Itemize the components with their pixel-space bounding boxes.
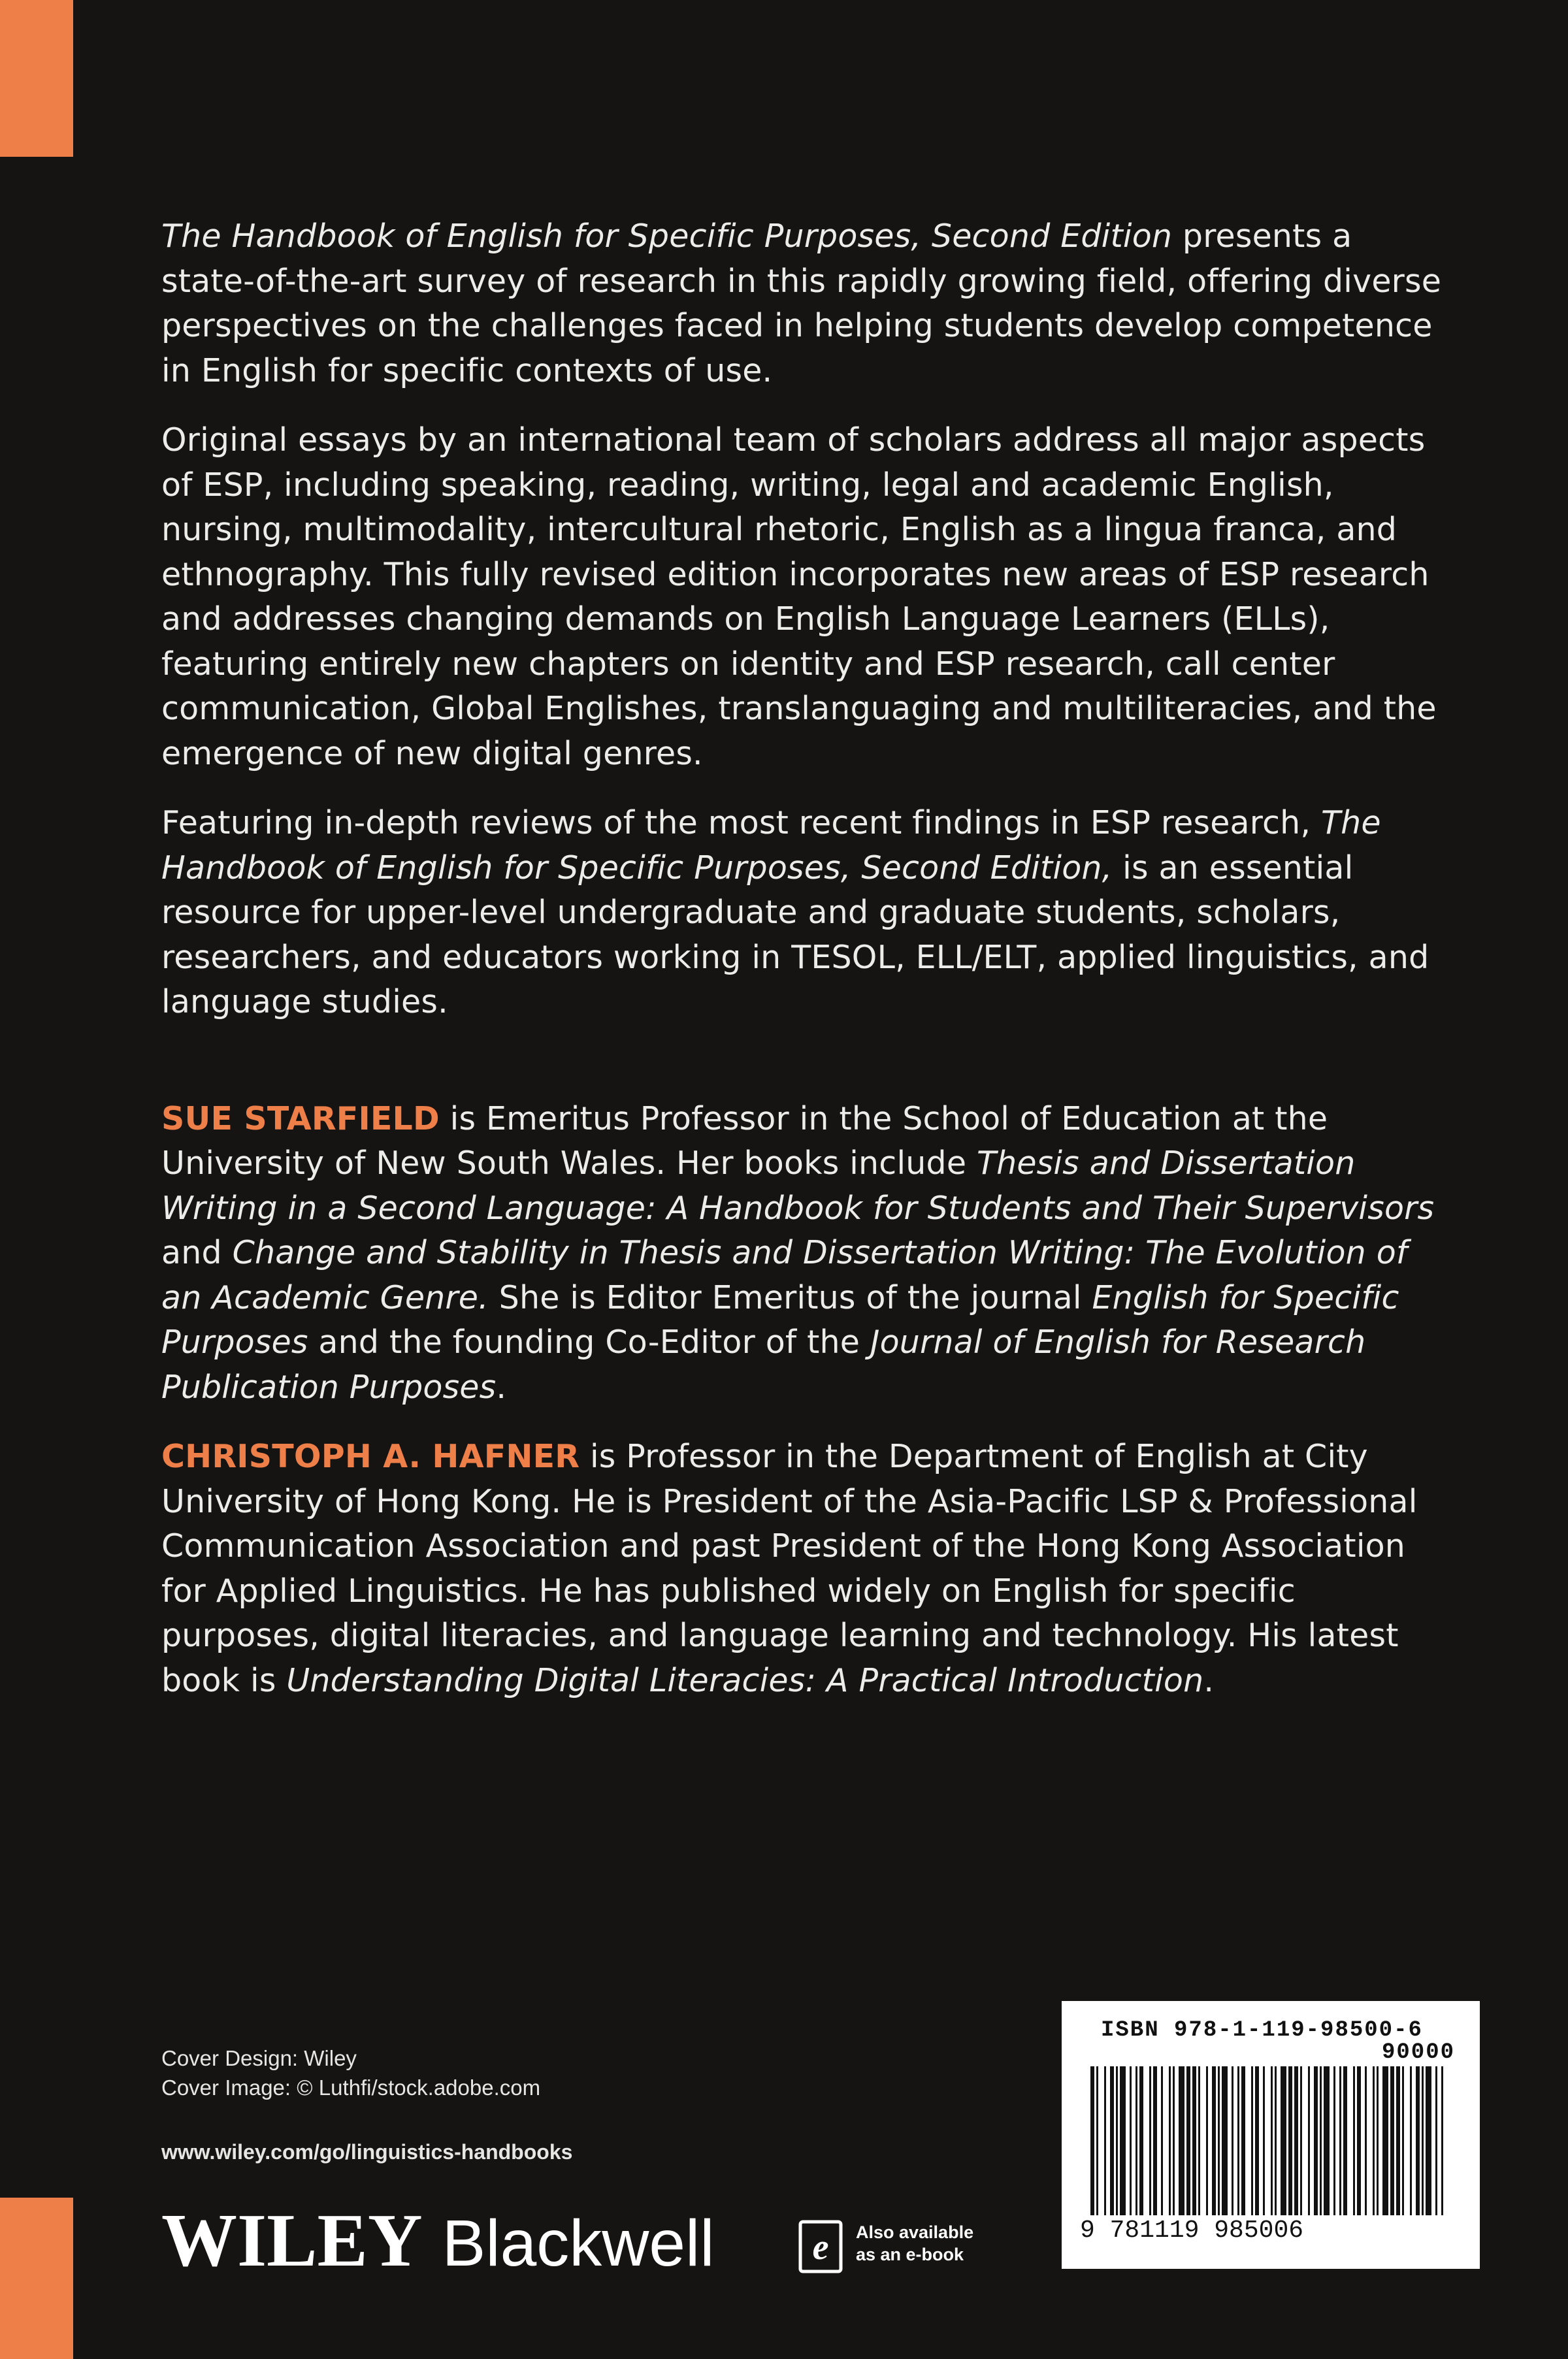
author-name: SUE STARFIELD — [161, 1099, 440, 1137]
accent-bar-top — [0, 0, 73, 157]
isbn-label: ISBN 978-1-119-98500-6 — [1101, 2018, 1423, 2043]
svg-text:e: e — [812, 2227, 829, 2268]
ebook-icon — [798, 2220, 843, 2273]
publisher-imprint: Blackwell — [442, 2207, 715, 2280]
blurb-paragraph-1: The Handbook of English for Specific Purposes, Second Edition presents a state-of-the-art survey of research in this rapidly growing field, offering diverse perspectives on the challenges faced in helping students develop competence in English for specific contexts of use. — [161, 218, 1442, 389]
book-title: The Handbook of English for Specific Purposes, Second Edition — [161, 218, 1173, 255]
ebook-availability: Also available as an e-book — [856, 2222, 974, 2264]
author-name: CHRISTOPH A. HAFNER — [161, 1438, 580, 1475]
cover-design-credit: Cover Design: Wiley — [161, 2046, 357, 2070]
publisher-logo — [161, 2199, 715, 2283]
cover-image-credit: Cover Image: © Luthfi/stock.adobe.com — [161, 2075, 541, 2100]
publisher-name: WILEY — [161, 2199, 423, 2283]
price-code: 90000 — [1382, 2040, 1456, 2065]
author-bio-starfield: SUE STARFIELD is Emeritus Professor in the School of Education at the University of New South Wales. Her books include Thesis and Dissertation Writing in a Second Language: A Handbook for Students and Their Supervisors and Change and Stability in Thesis and Dissertation Writing: The Evolution of an Academic Genre. She is Editor Emeritus of the journal English for Specific Purposes and the founding Co-Editor of the Journal of English for Research Publication Purposes. — [161, 1099, 1435, 1406]
blurb-paragraph-2: Original essays by an international team of scholars address all major aspects of ESP, including speaking, reading, writing, legal and academic English, nursing, multimodality, intercultural rhetoric, English as a lingua franca, and ethnography. This fully revised edition incorporates new areas of ESP research and addresses changing demands on English Language Learners (ELLs), featuring entirely new chapters on identity and ESP research, call center communication, Global Englishes, translanguaging and multiliteracies, and the emergence of new digital genres. — [161, 421, 1437, 772]
blurb-paragraph-3: Featuring in-depth reviews of the most recent findings in ESP research, The Handbook of English for Specific Purposes, Second Edition, is an essential resource for upper-level undergraduate and graduate students, scholars, researchers, and educators working in TESOL, ELL/ELT, applied linguistics, and language studies. — [161, 804, 1429, 1020]
back-cover-text — [161, 214, 1442, 1728]
book-title: The Handbook of English for Specific Purposes, Second Edition, — [161, 804, 1381, 887]
barcode-box — [1062, 2001, 1480, 2269]
accent-bar-bottom — [0, 2198, 73, 2359]
cover-credits — [161, 2043, 540, 2102]
barcode-digits: 9 781119 985006 — [1080, 2217, 1304, 2245]
website-url: www.wiley.com/go/linguistics-handbooks — [161, 2140, 573, 2164]
author-bio-hafner: CHRISTOPH A. HAFNER is Professor in the Department of English at City University of Hong Kong. He is President of the Asia-Pacific LSP & Professional Communication Association and past President of the Hong Kong Association for Applied Linguistics. He has published widely on English for specific purposes, digital literacies, and language learning and technology. His latest book is Understanding Digital Literacies: A Practical Introduction. — [161, 1438, 1418, 1699]
barcode-icon — [1090, 2066, 1451, 2215]
